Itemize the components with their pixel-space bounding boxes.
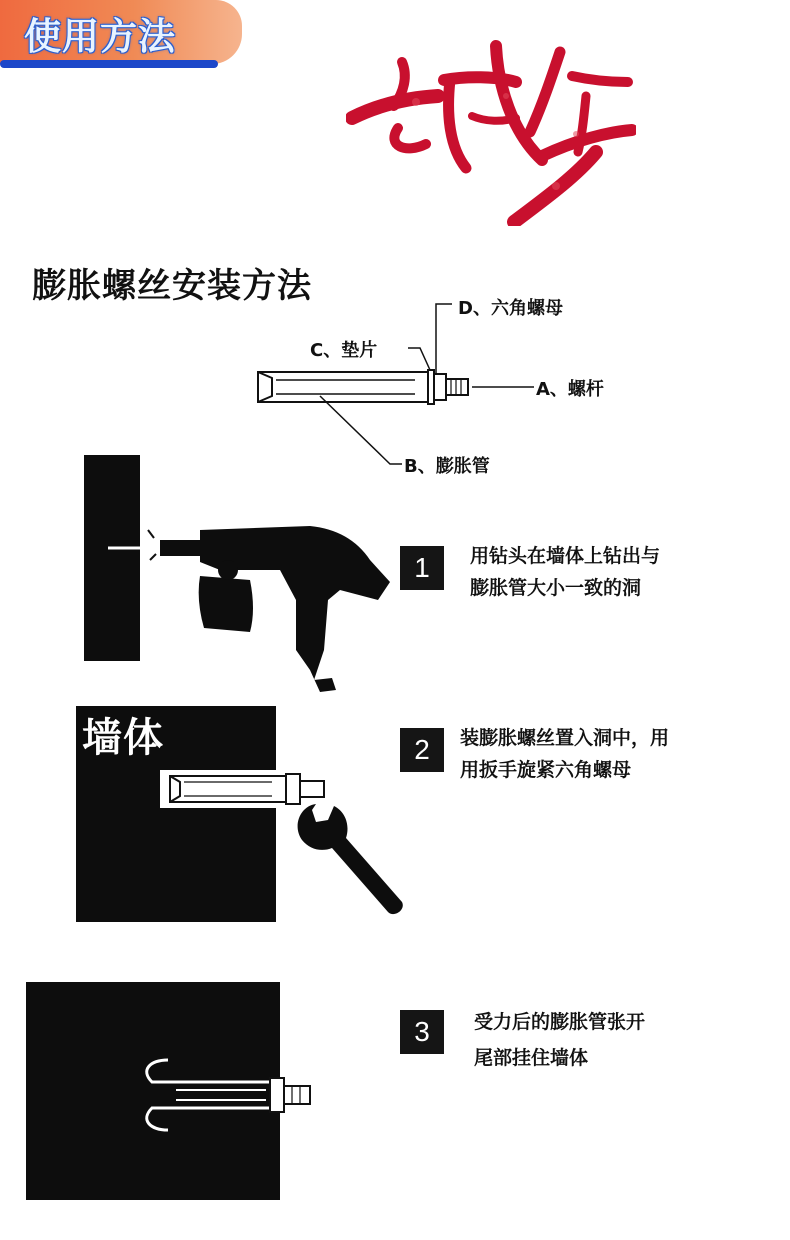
label-hex-nut: D、六角螺母 — [458, 298, 563, 319]
label-expansion-tube: B、膨胀管 — [404, 456, 490, 477]
step-3-line-2: 尾部挂住墙体 — [474, 1047, 589, 1069]
step-3-line-1: 受力后的膨胀管张开 — [474, 1011, 646, 1033]
step-2-line-2: 用扳手旋紧六角螺母 — [460, 759, 632, 781]
header-title: 使用方法 — [24, 15, 176, 58]
label-bolt-rod: A、螺杆 — [536, 379, 604, 400]
wall-label: 墙体 — [82, 715, 164, 761]
drill-icon — [100, 500, 400, 700]
header-underline — [0, 60, 218, 68]
step-2-line-1: 装膨胀螺丝置入洞中，用 — [460, 727, 670, 749]
step-number-3: 3 — [400, 1010, 444, 1054]
calligraphy-logo — [346, 36, 636, 226]
page-title: 膨胀螺丝安装方法 — [32, 266, 312, 306]
step-1-line-2: 膨胀管大小一致的洞 — [470, 577, 642, 599]
step-1-line-1: 用钻头在墙体上钻出与 — [470, 545, 661, 567]
step-number-2: 2 — [400, 728, 444, 772]
step-number-1: 1 — [400, 546, 444, 590]
wrench-icon — [292, 800, 412, 918]
label-washer: C、垫片 — [310, 340, 378, 361]
expanded-bolt-icon — [130, 1052, 320, 1138]
expansion-bolt-diagram — [240, 290, 560, 490]
